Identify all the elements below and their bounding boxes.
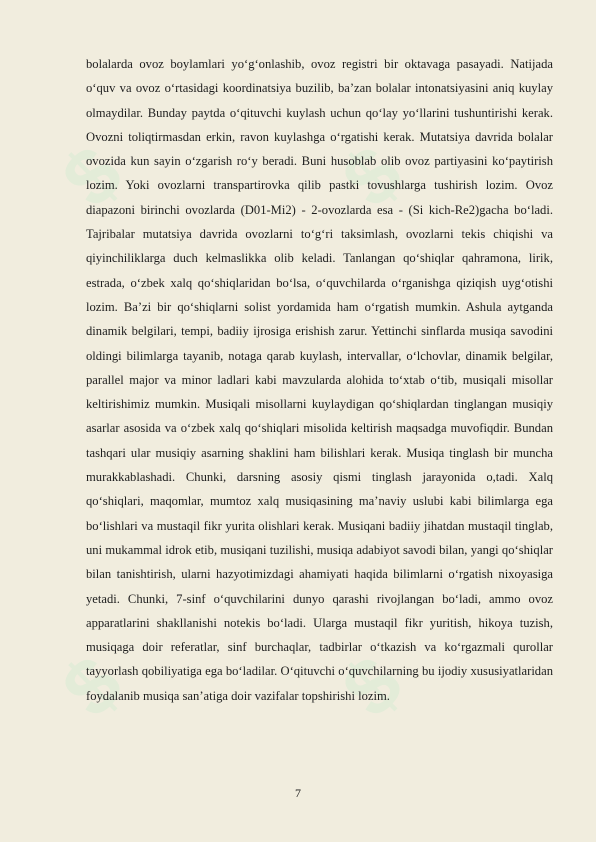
page-number: 7: [295, 786, 301, 800]
watermark-logo: $: [44, 127, 141, 224]
watermark-logo: $: [324, 637, 421, 734]
watermark-logo: $: [324, 127, 421, 224]
document-body: [86, 52, 553, 708]
watermark-logo: $: [44, 637, 141, 734]
body-paragraph: bolalarda ovoz boylamlari yo‘g‘onlashib, ovoz registri bir oktavaga pasayadi. Natijada o‘quv va ovoz o‘rtasidagi koordinatsiya buzilib, ba’zan bolalar intonatsiyasini aniq kuylay olmaydilar. Bunday paytda o‘qituvchi kuylash uchun qo‘lay yo‘llarini tushuntirishi kerak. Ovozni toliqtirmasdan erkin, ravon kuylashga o‘rgatishi kerak. Mutatsiya davrida bolalar ovozida kun sayin o‘zgarish ro‘y beradi. Buni husoblab olib ovoz partiyasini ko‘paytirish lozim. Yoki ovozlarni transpartirovka qilib pastki tovushlarga tushirish lozim. Ovoz diapazoni birinchi ovozlarda (D01-Mi2) - 2-ovozlarda esa - (Si kich-Re2)gacha bo‘ladi. Tajribalar mutatsiya davrida ovozlarni to‘g‘ri taksimlash, ovozlarni tekis chiqishi va qiyinchiliklarga duch kelmaslikka olib keladi. Tanlangan qo‘shiqlar qahramona, lirik, estrada, o‘zbek xalq qo‘shiqlaridan bo‘lsa, o‘quvchilarda o‘rganishga qiziqish uyg‘otishi lozim. Ba’zi bir qo‘shiqlarni solist yordamida ham o‘rgatish mumkin. Ashula aytganda dinamik belgilari, tempi, badiiy ijrosiga erishish zarur. Yettinchi sinflarda musiqa savodini oldingi bilimlarga tayanib, notaga qarab kuylash, intervallar, o‘lchovlar, dinamik belgilar, parallel major va minor ladlari kabi mavzularda alohida to‘xtab o‘tib, musiqali misollar keltirishimiz mumkin. Musiqali misollarni kuylaydigan qo‘shiqlardan tinglangan musiqiy asarlar asosida va o‘zbek xalq qo‘shiqlari misolida keltirish maqsadga muvofiqdir. Bundan tashqari ular musiqiy asarning shaklini ham bilishlari kerak. Musiqa tinglash bir muncha murakkablashadi. Chunki, darsning asosiy qismi tinglash jarayonida o,tadi. Xalq qo‘shiqlari, maqomlar, mumtoz xalq musiqasining ma’naviy uslubi kabi bilimlarga ega bo‘lishlari va mustaqil fikr yurita olishlari kerak. Musiqani badiiy jihatdan mustaqil tinglab, uni mukammal idrok etib, musiqani tuzilishi, musiqa adabiyot savodi bilan, yangi qo‘shiqlar bilan tanishtirish, ularni hazyotimizdagi ahamiyati haqida bilimlarni o‘rgatish nixoyasiga yetadi. Chunki, 7-sinf o‘quvchilarini dunyo qarashi rivojlangan bo‘ladi, ammo ovoz apparatlarini shakllanishi notekis bo‘ladi. Ularga mustaqil fikr yuritish, hikoya tuzish, musiqaga doir referatlar, sinf burchaqlar, tadbirlar o‘tkazish va ko‘rgazmali qurollar tayyorlash qobiliyatiga ega bo‘ladilar. O‘qituvchi o‘quvchilarning bu ijodiy xususiyatlaridan foydalanib musiqa san’atiga doir vazifalar topshirishi lozim.: [86, 57, 553, 703]
